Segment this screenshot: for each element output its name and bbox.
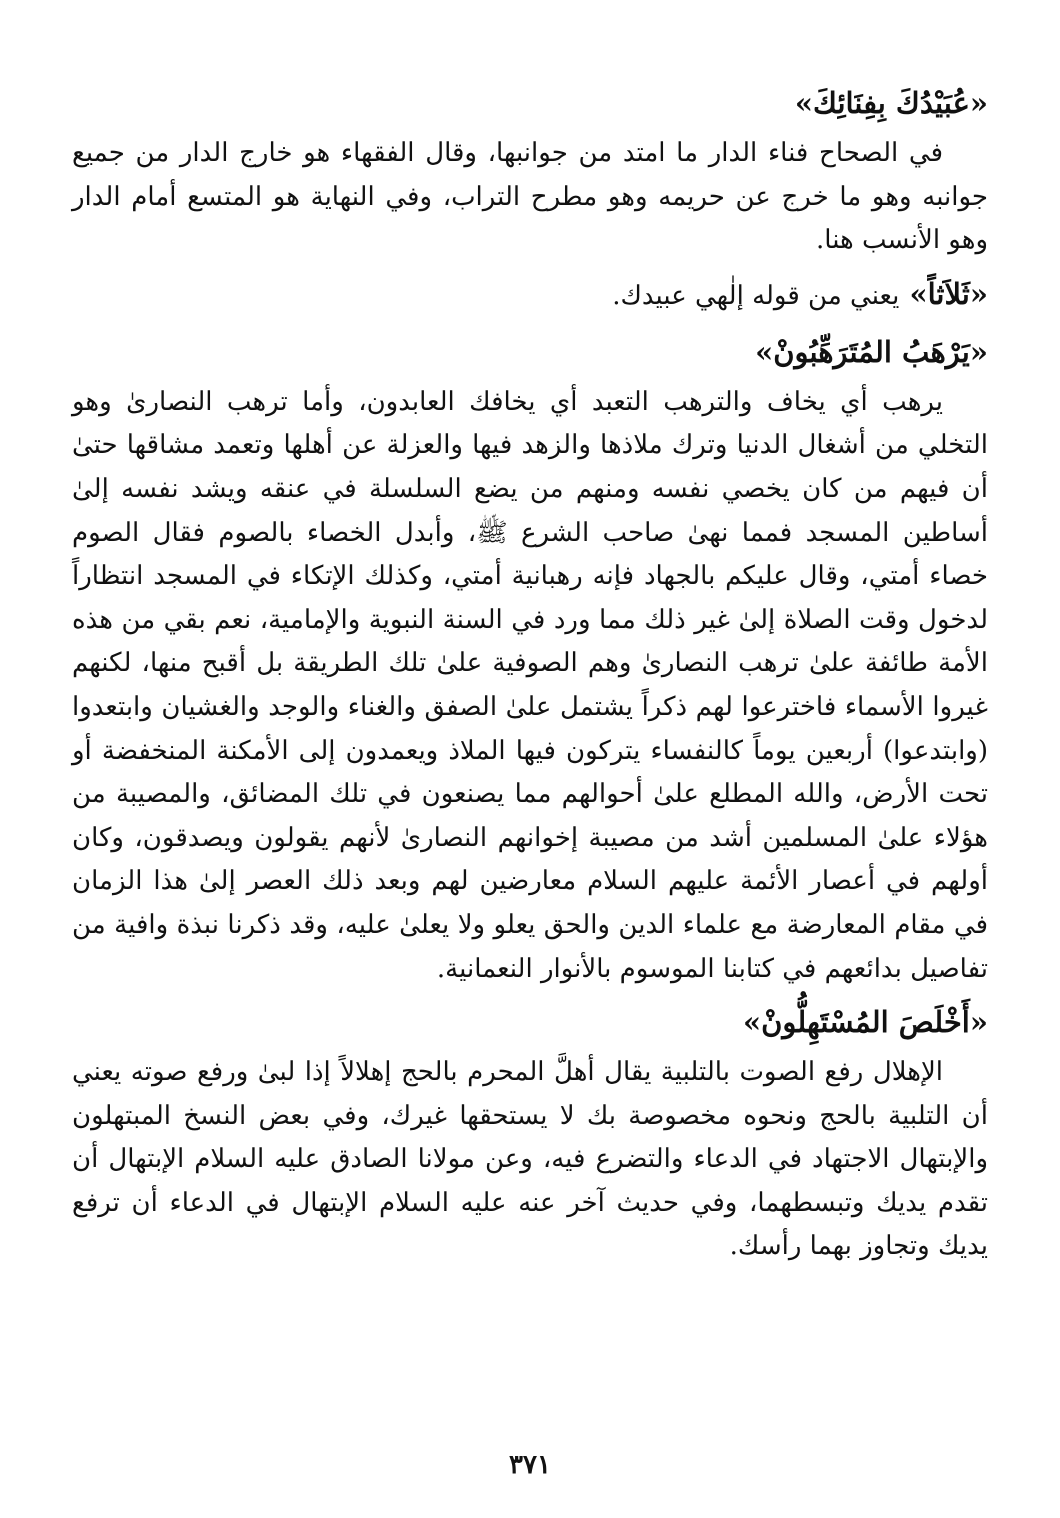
paragraph-tarahhub: يرهب أي يخاف والترهب التعبد أي يخافك العابدون، وأما ترهب النصارىٰ وهو التخلي من أشغال الدنيا وترك ملاذها والزهد فيها والعزلة عن أهلها وتعمد مشاقها حتىٰ أن فيهم من كان يخصي نفسه ومنهم من يضع السلسلة في عنقه ويشد نفسه إلىٰ أساطين المسجد فمما نهىٰ صاحب الشرع ﷺ، وأبدل الخصاء بالصوم فقال الصوم خصاء أمتي، وقال عليكم بالجهاد فإنه رهبانية أمتي، وكذلك الإتكاء في المسجد انتظاراً لدخول وقت الصلاة إلىٰ غير ذلك مما ورد في السنة النبوية والإمامية، نعم بقي من هذه الأمة طائفة علىٰ ترهب النصارىٰ وهم الصوفية علىٰ تلك الطريقة بل أقبح منها، لكنهم غيروا الأسماء فاخترعوا لهم ذكراً يشتمل علىٰ الصفق والغناء والوجد والغشيان وابتعدوا (وابتدعوا) أربعين يوماً كالنفساء يتركون فيها الملاذ ويعمدون إلى الأمكنة المنخفضة أو تحت الأرض، والله المطلع علىٰ أحوالهم مما يصنعون في تلك المضائق، والمصيبة من هؤلاء علىٰ المسلمين أشد من مصيبة إخوانهم النصارىٰ لأنهم يقولون ويصدقون، وكان أولهم في أعصار الأئمة عليهم السلام معارضين لهم وبعد ذلك العصر إلىٰ هذا الزمان في مقام المعارضة مع علماء الدين والحق يعلو ولا يعلىٰ عليه، وقد ذكرنا نبذة وافية من تفاصيل بدائعهم في كتابنا الموسوم بالأنوار النعمانية.	[72, 386, 989, 984]
page-number: ٣٧١	[509, 1450, 551, 1480]
section-heading-yarhabu: «يَرْهَبُ المُتَرَهِّبُونْ»	[755, 334, 988, 369]
section-heading-ubaiduka: «عُبَيْدُكَ بِفِنَائِكَ»	[794, 86, 988, 120]
inline-text-thalathan: يعني من قوله إلٰهي عبيدك.	[612, 280, 900, 311]
paragraph-fina: في الصحاح فناء الدار ما امتد من جوانبها، وقال الفقهاء هو خارج الدار من جميع جوانبه وهو ما خرج عن حريمه وهو مطرح التراب، وفي النهاية هو المتسع أمام الدار وهو الأنسب هنا.	[72, 138, 988, 256]
inline-section-thalathan	[72, 269, 988, 321]
paragraph-ihlal: الإهلال رفع الصوت بالتلبية يقال أهلَّ المحرم بالحج إهلالاً إذا لبىٰ ورفع صوته يعني أن التلبية بالحج ونحوه مخصوصة بك لا يستحقها غيرك، وفي بعض النسخ المبتهلون والإبتهال الاجتهاد في الدعاء والتضرع فيه، وعن مولانا الصادق عليه السلام الإبتهال أن تقدم يديك وتبسطهما، وفي حديث آخر عنه عليه السلام الإبتهال في الدعاء أن ترفع يديك وتجاوز بهما رأسك.	[72, 1057, 988, 1262]
section-heading-akhlasa: «أَخْلَصَ المُسْتَهِلُّونْ»	[743, 1005, 988, 1040]
inline-heading-thalathan: «ثَلاَثاً»	[909, 276, 988, 311]
